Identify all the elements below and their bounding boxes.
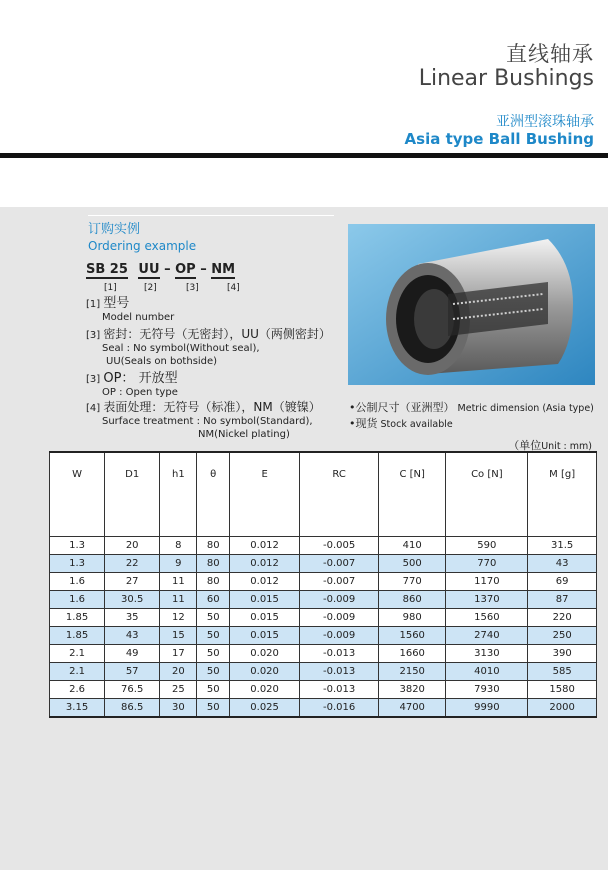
table-row [50,591,597,609]
col-header: M [g] [528,452,597,537]
table-cell: 9 [160,555,197,573]
table-cell: 87 [528,591,597,609]
col-header: θ [197,452,230,537]
item-en2: UU(Seals on bothside) [106,356,218,367]
table-cell: 1.85 [50,609,105,627]
code-index: [4] [227,283,240,293]
table-cell: 0.020 [229,663,299,681]
bushing-image [348,224,595,385]
table-cell: 410 [379,537,446,555]
unit-label: （单位Unit : mm) [508,439,592,452]
note-en: Stock available [380,419,453,430]
title-cn: 直线轴承 [506,42,594,66]
table-cell: 770 [379,573,446,591]
table-cell: 1.3 [50,555,105,573]
table-cell: 860 [379,591,446,609]
table-row [50,627,597,645]
table-cell: 15 [160,627,197,645]
table-cell: 250 [528,627,597,645]
item-index: [4] [86,403,101,414]
table-cell: 0.020 [229,681,299,699]
page-header [0,0,608,160]
table-cell: 60 [197,591,230,609]
code-index: [3] [186,283,199,293]
ordering-item [86,401,331,441]
title-en: Linear Bushings [418,66,594,91]
item-en: Surface treatment : No symbol(Standard), [102,416,313,427]
ordering-item [86,297,331,324]
table-cell: 220 [528,609,597,627]
table-cell: 500 [379,555,446,573]
table-cell: 80 [197,537,230,555]
table-cell: 0.015 [229,591,299,609]
table-cell: 3820 [379,681,446,699]
table-cell: 1370 [446,591,528,609]
table-cell: 50 [197,609,230,627]
table-cell: 1660 [379,645,446,663]
table-cell: 30.5 [105,591,160,609]
table-cell: 7930 [446,681,528,699]
subtitle-en: Asia type Ball Bushing [404,130,594,148]
table-cell: 0.012 [229,555,299,573]
table-cell: 3.15 [50,699,105,718]
table-cell: 20 [105,537,160,555]
table-cell: -0.009 [300,609,379,627]
ordering-items [86,297,331,441]
item-en2: NM(Nickel plating) [198,429,290,440]
table-cell: 50 [197,663,230,681]
ordering-title [88,215,334,254]
item-cn: OP： 开放型 [103,371,178,386]
note-cn: •现货 [349,417,378,430]
table-cell: 2.1 [50,663,105,681]
table-cell: 1.3 [50,537,105,555]
table-cell: 43 [105,627,160,645]
note-metric [349,400,594,416]
table-cell: 1560 [446,609,528,627]
table-cell: 2.1 [50,645,105,663]
item-en: OP : Open type [102,387,178,398]
code-index: [2] [144,283,157,293]
header-divider [0,153,608,158]
table-cell: -0.009 [300,627,379,645]
table-cell: 25 [160,681,197,699]
code-part-seal: UU [138,262,160,277]
table-cell: -0.013 [300,645,379,663]
item-cn: 表面处理：无符号（标准），NM（镀镍） [103,400,321,414]
table-cell: -0.007 [300,555,379,573]
code-part-model: SB 25 [86,262,128,277]
code-index: [1] [104,283,117,293]
table-cell: 4010 [446,663,528,681]
table-cell: -0.007 [300,573,379,591]
table-cell: 585 [528,663,597,681]
table-cell: 1170 [446,573,528,591]
code-part-open: OP [175,262,196,277]
ordering-title-cn: 订购实例 [88,215,334,238]
note-cn: •公制尺寸（亚洲型） [349,401,455,414]
table-row [50,573,597,591]
table-cell: 0.025 [229,699,299,718]
table-cell: 17 [160,645,197,663]
table-cell: 0.020 [229,645,299,663]
table-cell: 1.6 [50,573,105,591]
col-header: h1 [160,452,197,537]
product-photo [348,224,595,385]
table-cell: 390 [528,645,597,663]
item-cn: 型号 [103,296,130,311]
table-cell: 1.85 [50,627,105,645]
ordering-item [86,328,331,368]
table-cell: 86.5 [105,699,160,718]
col-header: Co [N] [446,452,528,537]
ordering-item [86,372,331,399]
table-row [50,663,597,681]
item-index: [3] [86,374,101,385]
table-cell: 1.6 [50,591,105,609]
table-cell: 49 [105,645,160,663]
item-cn: 密封：无符号（无密封），UU（两侧密封） [103,327,331,341]
table-cell: 2740 [446,627,528,645]
table-cell: 20 [160,663,197,681]
table-row [50,681,597,699]
table-row [50,699,597,718]
table-cell: 2000 [528,699,597,718]
table-cell: 2150 [379,663,446,681]
item-en: Seal : No symbol(Without seal), [102,343,260,354]
col-header: E [229,452,299,537]
subtitle-cn: 亚洲型滚珠轴承 [496,114,594,130]
table-cell: 0.012 [229,573,299,591]
table-cell: 50 [197,645,230,663]
table-cell: 31.5 [528,537,597,555]
col-header: RC [300,452,379,537]
table-row [50,645,597,663]
table-header-row [50,452,597,537]
ordering-code [86,262,235,277]
note-stock [349,416,594,432]
col-header: C [N] [379,452,446,537]
table-cell: 0.015 [229,609,299,627]
table-cell: 35 [105,609,160,627]
table-cell: 3130 [446,645,528,663]
table-cell: -0.016 [300,699,379,718]
table-cell: 50 [197,699,230,718]
table-cell: -0.013 [300,681,379,699]
item-index: [1] [86,299,101,310]
table-row [50,609,597,627]
table-cell: 80 [197,573,230,591]
table-cell: 2.6 [50,681,105,699]
table-cell: 12 [160,609,197,627]
notes [349,400,594,432]
table-cell: 0.015 [229,627,299,645]
code-sep: – [200,262,207,277]
table-cell: 76.5 [105,681,160,699]
table-cell: 11 [160,573,197,591]
table-cell: -0.005 [300,537,379,555]
table-cell: 980 [379,609,446,627]
table-cell: 43 [528,555,597,573]
col-header: W [50,452,105,537]
table-cell: 27 [105,573,160,591]
table-cell: 80 [197,555,230,573]
table-cell: 30 [160,699,197,718]
table-cell: 1560 [379,627,446,645]
table-row [50,555,597,573]
table-row [50,537,597,555]
code-sep: – [164,262,171,277]
table-cell: 11 [160,591,197,609]
table-cell: 9990 [446,699,528,718]
note-en: Metric dimension (Asia type) [457,403,594,414]
table-cell: 4700 [379,699,446,718]
table-body [50,537,597,718]
item-index: [3] [86,330,101,341]
ordering-title-en: Ordering example [88,239,197,253]
table-cell: 0.012 [229,537,299,555]
table-cell: -0.013 [300,663,379,681]
table-cell: 8 [160,537,197,555]
table-cell: 590 [446,537,528,555]
col-header: D1 [105,452,160,537]
table-cell: 50 [197,681,230,699]
table-cell: 57 [105,663,160,681]
spec-table [49,451,597,718]
table-cell: 50 [197,627,230,645]
table-cell: 1580 [528,681,597,699]
table-cell: -0.009 [300,591,379,609]
item-en: Model number [102,312,175,323]
code-part-surface: NM [211,262,236,277]
table-cell: 69 [528,573,597,591]
table-cell: 22 [105,555,160,573]
table-cell: 770 [446,555,528,573]
